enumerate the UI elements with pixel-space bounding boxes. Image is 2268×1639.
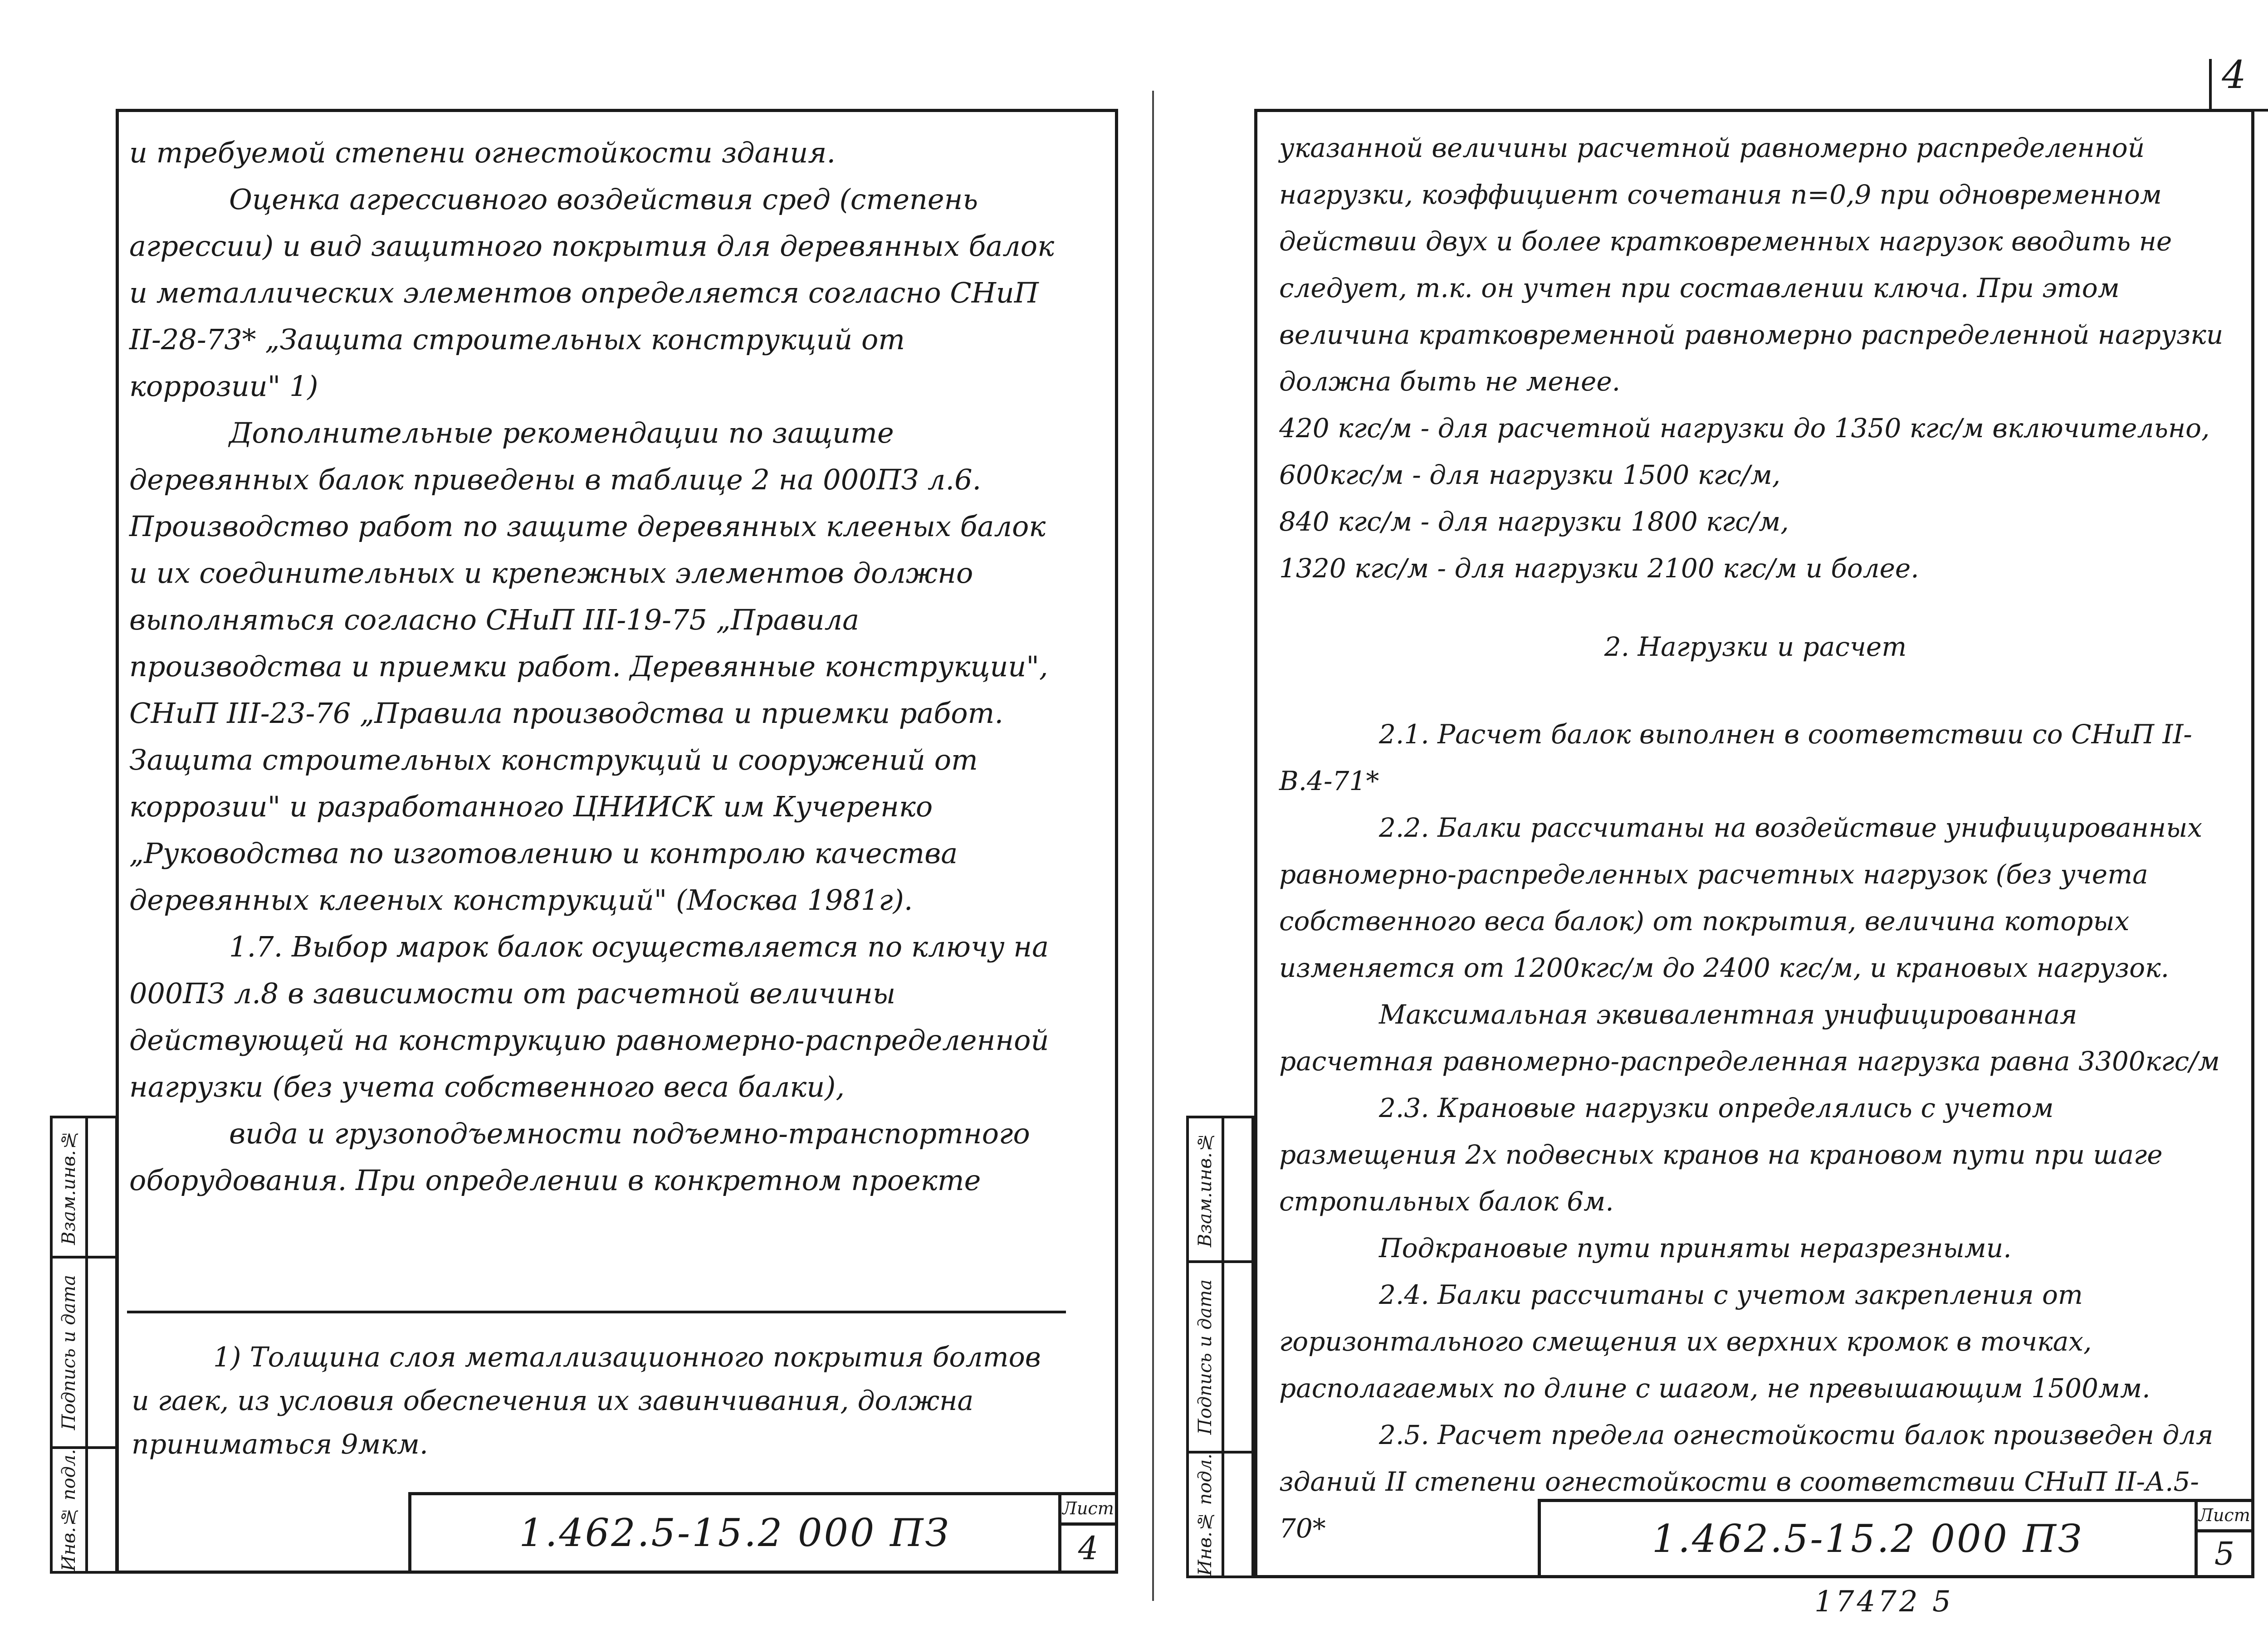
right-sheet-box: [2195, 1502, 2251, 1575]
right-load-line-1: 840 кгс/м - для нагрузки 1800 кгс/м,: [1279, 506, 1789, 537]
left-paragraph-4: вида и грузоподъемности подъемно-транспортного оборудования. При определении в конкретном проекте: [129, 1117, 1030, 1197]
left-stamp-strip: [50, 1116, 118, 1574]
left-stamp-sign-label: Подпись и дата: [53, 1259, 88, 1446]
left-page-text: [129, 129, 1064, 1204]
right-load-line-0: 420 кгс/м - для расчетной нагрузки до 1350 кгс/м включительно, 600кгс/м - для нагрузки 1500 кгс/м,: [1279, 413, 2210, 490]
right-stamp-inv-label: Инв.№ подл.: [1189, 1454, 1224, 1576]
left-stamp-replace-label: Взам.инв.№: [53, 1118, 88, 1256]
right-page-text: [1279, 125, 2232, 1552]
right-sheet-number: 5: [2214, 1535, 2235, 1572]
section-heading: 2. Нагрузки и расчет: [1604, 631, 1907, 662]
footnote-text: 1) Толщина слоя металлизационного покрытия болтов и гаек, из условия обеспечения их завинчивания, должна приниматься 9мкм.: [132, 1341, 1041, 1460]
right-stamp-inv-cell: [1189, 1454, 1251, 1576]
left-stamp-replace-cell: [53, 1118, 115, 1259]
left-paragraph-0: и требуемой степени огнестойкости здания.: [129, 136, 836, 169]
right-stamp-replace-label: Взам.инв.№: [1189, 1118, 1224, 1260]
left-title-block: [408, 1492, 1118, 1574]
right-sheet-label: Лист: [2198, 1502, 2251, 1532]
left-doc-code: 1.462.5-15.2 000 ПЗ: [519, 1511, 951, 1555]
left-stamp-inv-label: Инв.№ подл.: [53, 1449, 88, 1571]
right-paragraph-2-4: 2.4. Балки рассчитаны с учетом закрепления от горизонтального смещения их верхних кромок в точках, располагаемых по длине с шагом, не превышающим 1500мм.: [1279, 1279, 2151, 1404]
left-sheet-label: Лист: [1061, 1495, 1115, 1526]
left-sheet-box: [1058, 1495, 1115, 1571]
right-doc-code: 1.462.5-15.2 000 ПЗ: [1652, 1516, 2084, 1561]
right-stamp-sign-label: Подпись и дата: [1189, 1263, 1224, 1450]
footnote-divider: [127, 1311, 1066, 1313]
left-stamp-sign-cell: [53, 1259, 115, 1449]
right-stamp-strip: [1186, 1116, 1254, 1578]
right-title-block: [1538, 1499, 2254, 1578]
page-divider: [1152, 91, 1154, 1601]
left-paragraph-2: Дополнительные рекомендации по защите деревянных балок приведены в таблице 2 на 000ПЗ л.6. Производство работ по защите деревянных клееных балок и их соединительных и крепежных элементов должно выполняться согласно СНиП III-19-75 „Правила производства и приемки работ. Деревянные конструкции", СНиП III-23-76 „Правила производства и приемки работ. Защита строительных конструкций и сооружений от коррозии" и разработанного ЦНИИСК им Кучеренко „Руководства по изготовлению и контролю качества деревянных клееных конструкций" (Москва 1981г).: [129, 416, 1048, 917]
right-paragraph-max-load: Максимальная эквивалентная унифицированная расчетная равномерно-распределенная нагрузка равна 3300кгс/м: [1279, 999, 2220, 1077]
left-sheet-number: 4: [1078, 1529, 1099, 1567]
corner-sheet-number: 4: [2209, 50, 2259, 100]
archive-number: 17472 5: [1814, 1585, 1954, 1619]
left-stamp-inv-cell: [53, 1449, 115, 1571]
right-paragraph-2-5: 2.5. Расчет предела огнестойкости балок произведен для зданий II степени огнестойкости в соответствии СНиП II-А.5-70*: [1279, 1419, 2214, 1544]
right-paragraph-2-2: 2.2. Балки рассчитаны на воздействие унифицированных равномерно-распределенных расчетных нагрузок (без учета собственного веса балок) от покрытия, величина которых изменяется от 1200кгс/м до 2400 кгс/м, и крановых нагрузок.: [1279, 812, 2203, 983]
right-stamp-sign-cell: [1189, 1263, 1251, 1453]
right-paragraph-intro: указанной величины расчетной равномерно распределенной нагрузки, коэффициент сочетания n=0,9 при одновременном действии двух и более кратковременных нагрузок вводить не следует, т.к. он учтен при составлении ключа. При этом величина кратковременной равномерно распределенной нагрузки должна быть не менее.: [1279, 132, 2224, 397]
right-stamp-replace-cell: [1189, 1118, 1251, 1263]
left-paragraph-1: Оценка агрессивного воздействия сред (степень агрессии) и вид защитного покрытия для деревянных балок и металлических элементов определяется согласно СНиП II-28-73* „Защита строительных конструкций от коррозии" 1): [129, 183, 1055, 403]
right-load-line-2: 1320 кгс/м - для нагрузки 2100 кгс/м и более.: [1279, 553, 1919, 584]
right-paragraph-crane-path: Подкрановые пути приняты неразрезными.: [1379, 1233, 2012, 1263]
right-paragraph-2-1: 2.1. Расчет балок выполнен в соответствии со СНиП II-В.4-71*: [1279, 719, 2192, 796]
left-paragraph-3: 1.7. Выбор марок балок осуществляется по ключу на 000ПЗ л.8 в зависимости от расчетной величины действующей на конструкцию равномерно-распределенной нагрузки (без учета собственного веса балки),: [129, 930, 1049, 1103]
right-paragraph-2-3: 2.3. Крановые нагрузки определялись с учетом размещения 2х подвесных кранов на крановом пути при шаге стропильных балок 6м.: [1279, 1093, 2163, 1217]
footnote: [132, 1336, 1061, 1466]
